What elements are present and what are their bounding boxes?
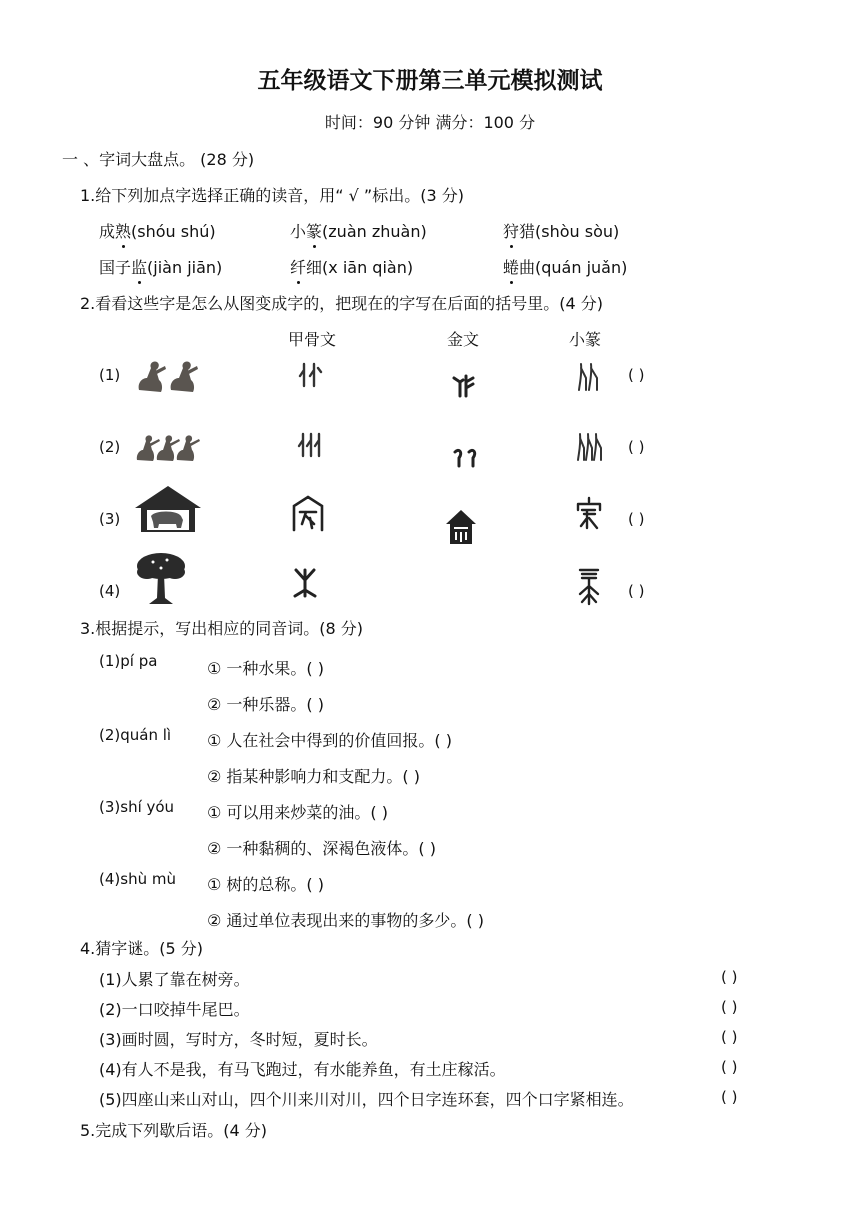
jiaguwen-figures2-icon [296,430,326,460]
homophone-clue: ② 通过单位表现出来的事物的多少。( ) [207,911,485,930]
homophone-clue: ② 指某种影响力和支配力。( ) [207,767,421,786]
pinyin-hint: (2)quán lì [99,726,172,744]
question-3-prompt: 3.根据提示，写出相应的同音词。(8 分) [80,619,364,638]
dotted-char: 纤 [290,255,306,278]
choice-options: (jiàn jiān) [147,258,223,277]
row-number: (3) [99,510,121,528]
homophone-clue: ① 树的总称。( ) [207,875,325,894]
pinyin-choice [290,255,413,278]
choice-options: (zuàn zhuàn) [322,222,427,241]
answer-blank[interactable]: ( ) [721,968,738,986]
question-5-prompt: 5.完成下列歇后语。(4 分) [80,1121,268,1140]
riddle-item: (4)有人不是我，有马飞跑过，有水能养鱼，有土庄稼活。 [99,1060,506,1079]
xiaozhuan-house-icon [575,496,603,532]
dotted-char: 狩 [503,219,519,242]
choice-text: 成 [99,222,116,241]
column-header-jiaguwen: 甲骨文 [288,330,337,349]
page-title: 五年级语文下册第三单元模拟测试 [257,68,603,94]
section-heading: 一 、字词大盘点。 (28 分) [62,150,255,169]
homophone-clue: ② 一种乐器。( ) [207,695,325,714]
three-kneeling-figures-icon [135,426,201,466]
answer-blank[interactable]: ( ) [628,366,645,384]
choice-options: 曲(quán juǎn) [519,258,628,277]
jinwen-house-icon [444,508,478,548]
row-number: (1) [99,366,121,384]
answer-blank[interactable]: ( ) [721,1088,738,1106]
homophone-clue: ① 人在社会中得到的价值回报。( ) [207,731,453,750]
homophone-clue: ① 一种水果。( ) [207,659,325,678]
question-2-prompt: 2.看看这些字是怎么从图变成字的，把现在的字写在后面的括号里。(4 分) [80,294,604,313]
choice-text: 小 [290,222,307,241]
jiaguwen-house-icon [290,494,326,534]
xiaozhuan-figures2-icon [576,430,604,464]
dotted-char: 熟 [115,219,131,242]
column-header-jinwen: 金文 [447,330,480,349]
row-number: (2) [99,438,121,456]
homophone-clue: ② 一种黏稠的、深褐色液体。( ) [207,839,437,858]
house-with-pig-icon [133,484,203,534]
answer-blank[interactable]: ( ) [628,510,645,528]
jinwen-figures2-icon [451,444,481,470]
pinyin-choice [290,219,427,242]
choice-options: 猎(shòu sòu) [519,222,620,241]
pinyin-choice [99,219,216,242]
xiaozhuan-tree-icon [574,566,604,606]
answer-blank[interactable]: ( ) [628,582,645,600]
dotted-char: 篆 [306,219,322,242]
pinyin-hint: (1)pí pa [99,652,158,670]
tree-icon [133,550,189,606]
jiaguwen-figures-icon [296,360,326,390]
question-4-prompt: 4.猜字谜。(5 分) [80,939,204,958]
jiaguwen-tree-icon [288,564,322,600]
answer-blank[interactable]: ( ) [721,998,738,1016]
dotted-char: 监 [131,255,147,278]
pinyin-hint: (3)shí yóu [99,798,175,816]
answer-blank[interactable]: ( ) [721,1058,738,1076]
question-1-prompt: 1.给下列加点字选择正确的读音，用“ √ ”标出。(3 分) [80,186,464,205]
pinyin-choice [503,219,619,242]
two-kneeling-figures-icon [135,356,201,396]
riddle-item: (5)四座山来山对山，四个川来川对川，四个日字连环套，四个口字紧相连。 [99,1090,634,1109]
dotted-char: 蜷 [503,255,519,278]
choice-options: 细(x iān qiàn) [306,258,414,277]
riddle-item: (3)画时圆，写时方，冬时短，夏时长。 [99,1030,378,1049]
choice-text: 国子 [99,258,132,277]
riddle-item: (1)人累了靠在树旁。 [99,970,250,989]
choice-options: (shóu shú) [131,222,216,241]
column-header-xiaozhuan: 小篆 [569,330,602,349]
jinwen-figures-icon [449,370,479,400]
homophone-clue: ① 可以用来炒菜的油。( ) [207,803,389,822]
answer-blank[interactable]: ( ) [721,1028,738,1046]
answer-blank[interactable]: ( ) [628,438,645,456]
pinyin-choice [99,255,222,278]
row-number: (4) [99,582,121,600]
exam-info: 时间：90 分钟 满分：100 分 [324,113,536,132]
pinyin-hint: (4)shù mù [99,870,176,888]
pinyin-choice [503,255,627,278]
xiaozhuan-figures-icon [576,360,602,394]
riddle-item: (2)一口咬掉牛尾巴。 [99,1000,250,1019]
